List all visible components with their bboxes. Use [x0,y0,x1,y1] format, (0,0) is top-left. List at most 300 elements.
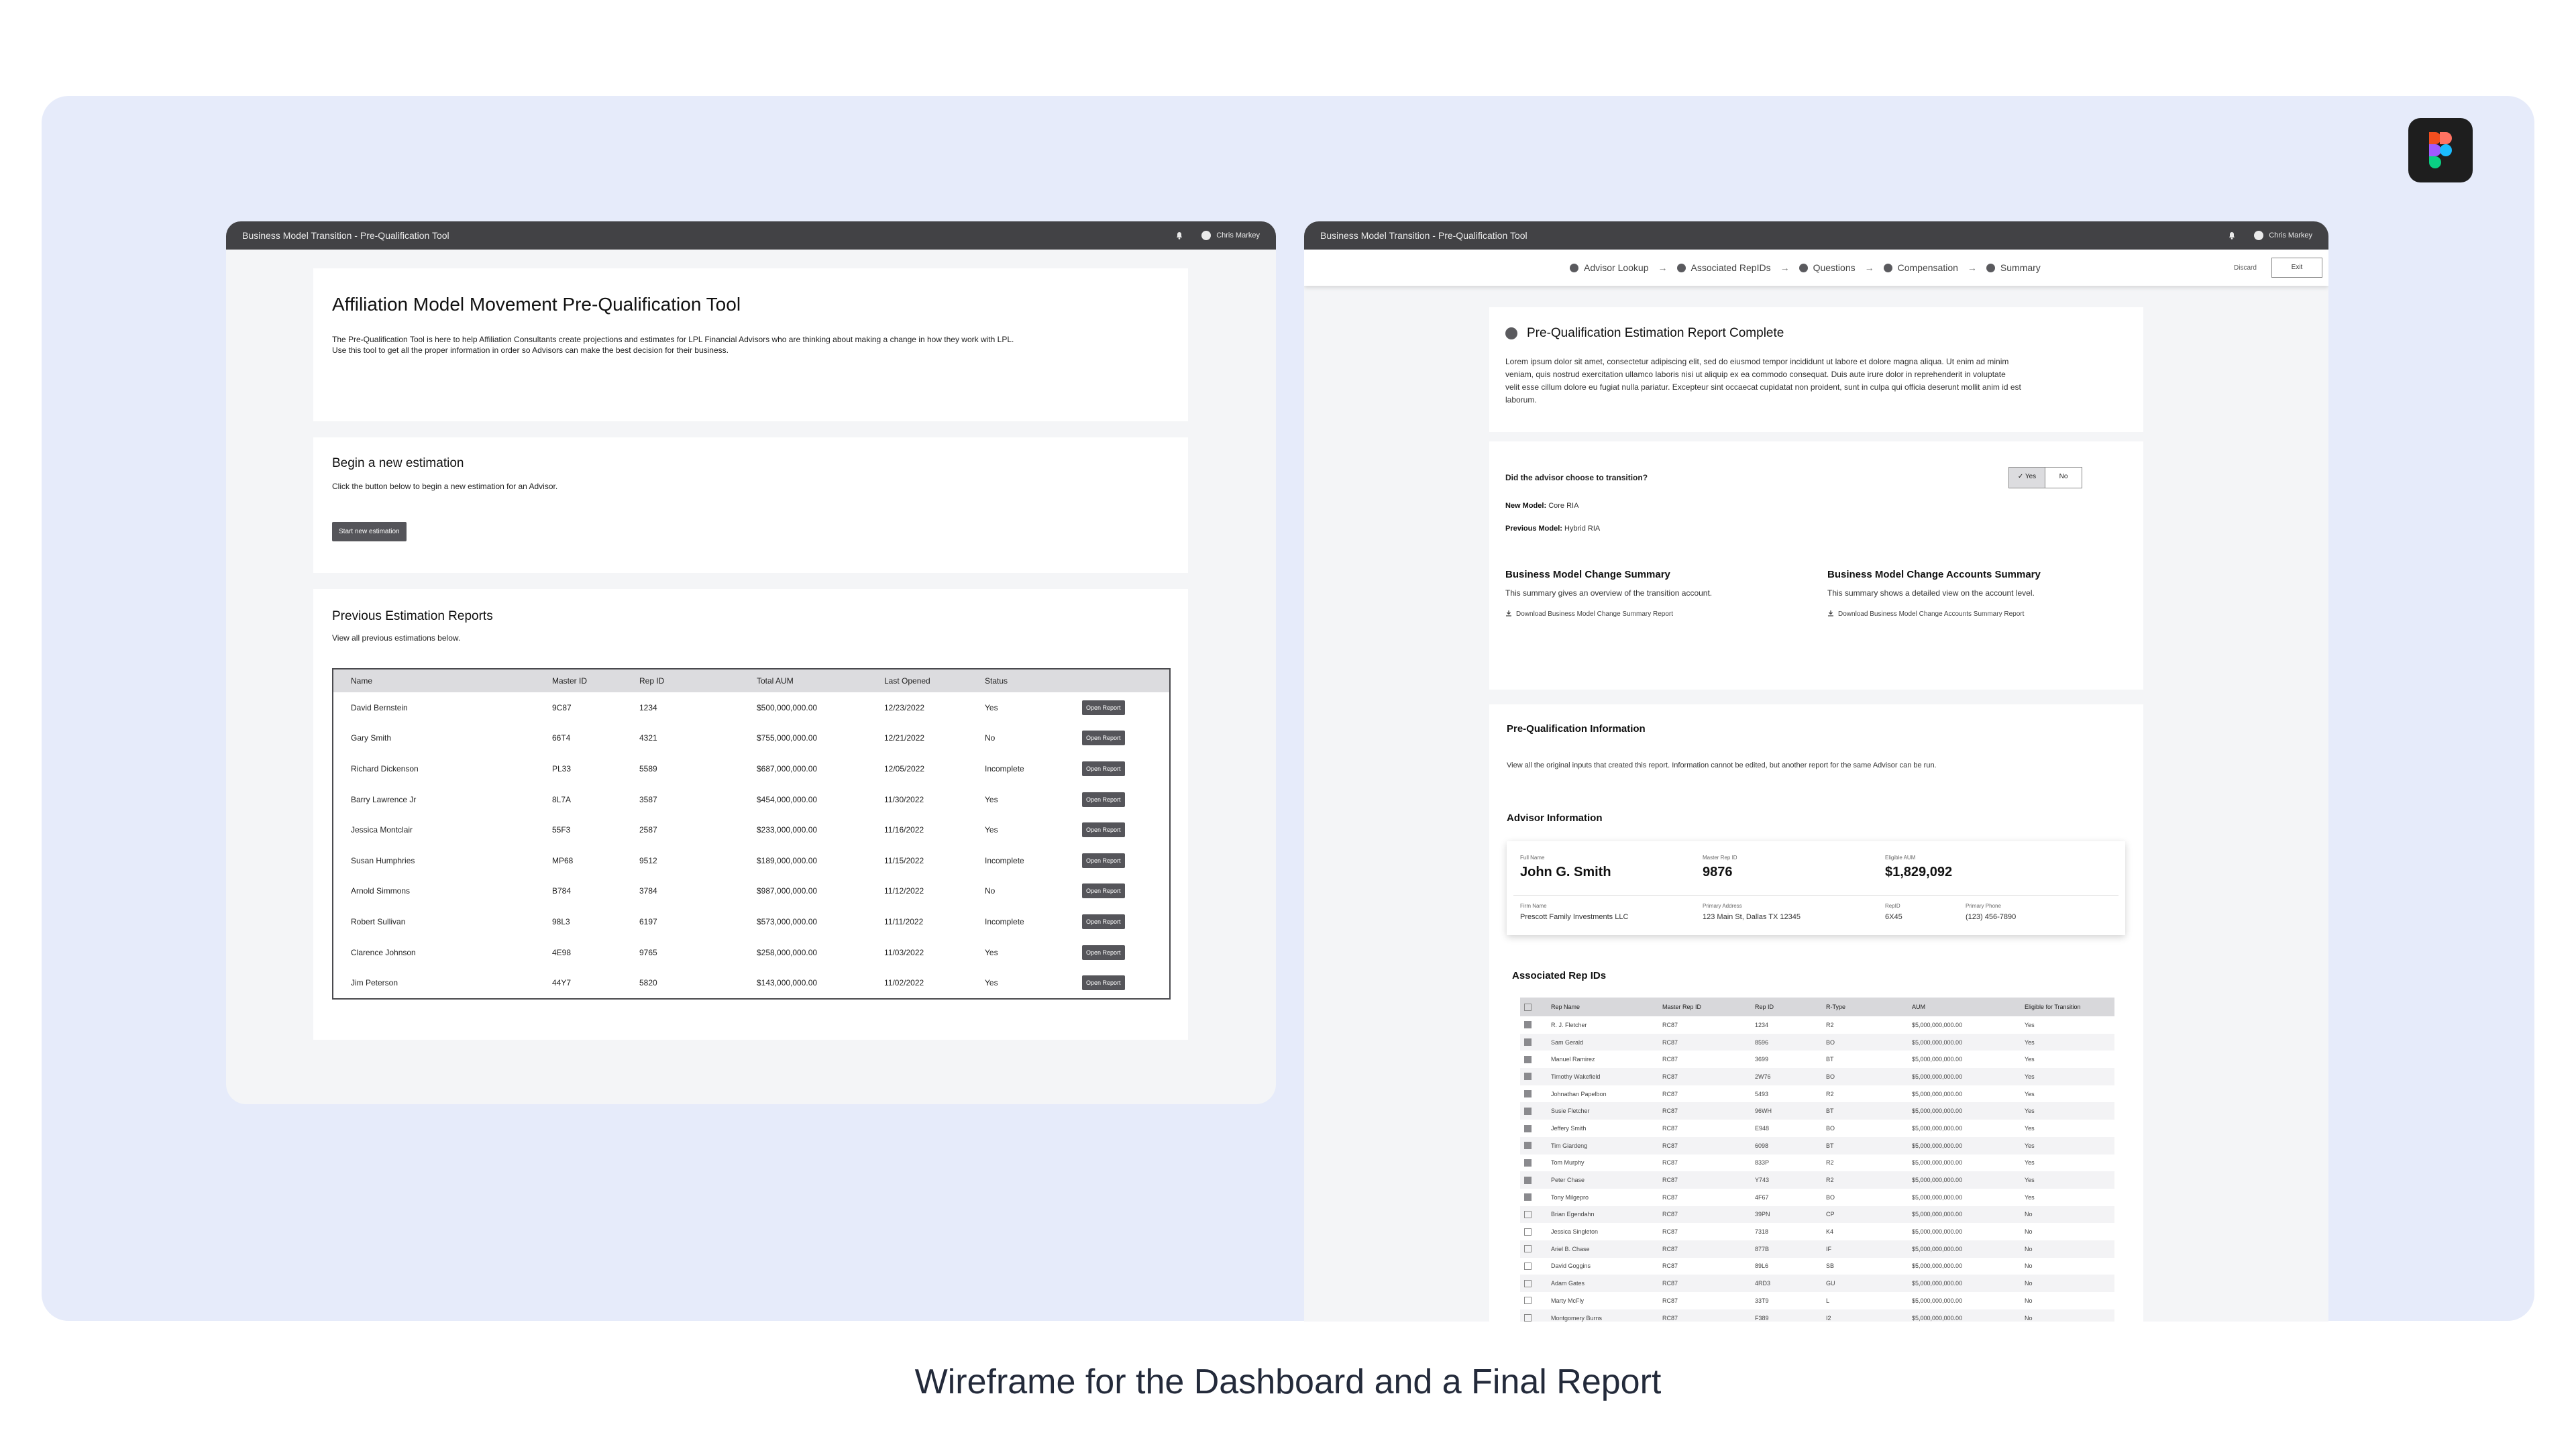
table-row [1520,1051,2114,1068]
checkbox-checked[interactable] [1524,1142,1532,1149]
cell-r-type: R2 [1826,1021,1834,1028]
figma-icon [2408,118,2473,182]
step-label: Questions [1813,262,1856,273]
cell-action [1065,753,1169,784]
checkbox-checked[interactable] [1524,1108,1532,1115]
checkbox-checked[interactable] [1524,1073,1532,1080]
dashboard-window [226,221,1276,1104]
cell-rep-name: Adam Gates [1547,1275,1658,1292]
cell-total-aum: $687,000,000.00 [757,763,818,773]
yes-no-toggle[interactable] [2008,467,2082,488]
previous-subtitle: View all previous estimations below. [332,633,461,643]
checkbox-cell[interactable] [1520,1240,1547,1258]
change-summary-section [1505,569,1767,619]
cell-status: Yes [985,825,998,835]
cell-eligible: Yes [2025,1124,2035,1132]
checkbox-cell[interactable] [1520,1292,1547,1309]
open-report-button[interactable]: Open Report [1082,792,1125,807]
step-label: Summary [2000,262,2041,273]
cell-aum: $5,000,000,000.00 [1908,1137,2021,1155]
cell-last-opened: 12/21/2022 [884,733,925,743]
download-icon [1827,610,1834,619]
select-all-cell[interactable] [1520,998,1547,1016]
cell-master-rep-id: RC87 [1658,1275,1751,1292]
checkbox-cell[interactable] [1520,1155,1547,1172]
col-rep-id: Rep ID [622,669,739,692]
cell-rep-id: 833P [1755,1159,1770,1167]
checkbox-cell[interactable] [1520,1309,1547,1322]
table-row [333,967,1169,998]
previous-model-label: Previous Model: [1505,525,1562,533]
cell-name: Robert Sullivan [351,916,406,926]
cell-aum: $5,000,000,000.00 [1912,1021,1963,1028]
cell-rep-id: 1234 [1755,1021,1769,1028]
cell-eligible: No [2025,1263,2033,1270]
cell-aum: $5,000,000,000.00 [1908,1068,2021,1085]
arrow-right-icon: → [1967,262,1977,273]
reports-table [333,669,1169,998]
cell-rep-id: 9512 [639,855,657,865]
cell-total-aum: $233,000,000.00 [757,825,818,835]
cell-last-opened: 11/15/2022 [884,855,924,865]
prequal-title: Pre-Qualification Information [1507,723,1646,735]
repid-field [1885,903,1902,921]
cell-master-id: PL33 [552,763,572,773]
open-report-button[interactable]: Open Report [1082,761,1125,776]
checkbox-cell[interactable] [1520,1206,1547,1224]
cell-last-opened: 11/16/2022 [884,825,924,835]
checkbox-cell[interactable] [1520,1223,1547,1240]
checkbox-checked[interactable] [1524,1159,1532,1167]
arrow-right-icon: → [1864,262,1874,273]
col-rep-name: Rep Name [1547,998,1658,1016]
cell-last-opened: 11/11/2022 [884,916,924,926]
dashboard-titlebar [226,221,1276,250]
cell-r-type: I2 [1822,1309,1908,1322]
cell-status: No [985,733,996,743]
checkbox-cell[interactable] [1520,1137,1547,1155]
new-model-row [1505,502,2127,510]
cell-eligible: Yes [2021,1068,2114,1085]
cell-rep-id: 6197 [639,916,657,926]
cell-rep-name: R. J. Fletcher [1551,1021,1587,1028]
cell-r-type: IF [1822,1240,1908,1258]
col-name: Name [333,669,535,692]
download-accounts-link[interactable] [1827,610,2089,619]
check-circle-icon [1986,264,1995,272]
previous-reports-card [313,589,1188,1040]
cell-last-opened: 11/30/2022 [884,794,924,804]
checkbox-cell[interactable] [1520,1102,1547,1120]
cell-eligible: No [2021,1240,2114,1258]
open-report-button[interactable]: Open Report [1082,914,1125,929]
user-menu[interactable] [1201,231,1260,240]
phone-field [1966,903,2016,921]
advisor-info-box [1507,841,2125,935]
reports-table-frame [332,668,1171,1000]
page-title: Affiliation Model Movement Pre-Qualification Tool [332,294,741,315]
cell-master-rep-id: RC87 [1658,1102,1751,1120]
table-row [1520,1034,2114,1051]
cell-r-type: BT [1822,1102,1908,1120]
cell-status: Yes [985,794,998,804]
bell-icon[interactable] [2227,231,2237,240]
step-advisor-lookup[interactable] [1570,262,1649,273]
change-summary-description: This summary gives an overview of the transition account. [1505,588,1713,598]
cell-master-rep-id: RC87 [1662,1228,1678,1236]
assoc-table-header [1520,998,2114,1016]
cell-r-type: L [1826,1297,1830,1304]
cell-last-opened: 12/23/2022 [884,702,925,712]
previous-model-row [1505,525,2127,533]
check-circle-icon [1884,264,1892,272]
step-label: Associated RepIDs [1690,262,1771,273]
user-menu[interactable] [2254,231,2312,240]
step-questions[interactable] [1799,262,1856,273]
cell-rep-id: 4RD3 [1751,1275,1822,1292]
table-row [1520,1189,2114,1206]
open-report-button[interactable]: Open Report [1082,883,1125,898]
cell-master-rep-id: RC87 [1662,1021,1678,1028]
accounts-summary-section [1827,569,2089,619]
cell-rep-name: Tom Murphy [1551,1159,1585,1167]
cell-total-aum: $454,000,000.00 [757,794,818,804]
transition-question: Did the advisor choose to transition? [1505,473,1648,482]
open-report-button[interactable]: Open Report [1082,822,1125,837]
cell-r-type: CP [1822,1206,1908,1224]
checkbox-checked[interactable] [1524,1193,1532,1201]
prequal-info-card [1489,704,2143,1322]
address-value: 123 Main St, Dallas TX 12345 [1703,913,1801,921]
advisor-info-title: Advisor Information [1507,812,1603,824]
checkbox-cell[interactable] [1520,1051,1547,1068]
user-name: Chris Markey [2269,231,2312,239]
cell-master-rep-id: RC87 [1658,1206,1751,1224]
download-summary-label: Download Business Model Change Summary Report [1516,610,1674,618]
divider [1513,895,2118,896]
exit-button[interactable]: Exit [2271,258,2322,278]
cell-last-opened: 11/12/2022 [884,886,924,896]
cell-rep-id: 39PN [1751,1206,1822,1224]
table-row [1520,1102,2114,1120]
table-row [1520,1292,2114,1309]
check-circle-icon [1799,264,1808,272]
open-report-button[interactable]: Open Report [1082,853,1125,868]
cell-r-type: R2 [1822,1171,1908,1189]
table-row [333,723,1169,754]
col-aum: AUM [1908,998,2021,1016]
checkbox-checked[interactable] [1524,1038,1532,1046]
cell-master-id: 9C87 [552,702,572,712]
cell-rep-id: 8596 [1751,1034,1822,1051]
table-row [1520,1068,2114,1085]
stepper-bar [1304,250,2328,286]
cell-rep-name: Tim Giardeng [1547,1137,1658,1155]
cell-r-type: BO [1822,1034,1908,1051]
checkbox-cell[interactable] [1520,1085,1547,1103]
cell-total-aum: $500,000,000.00 [757,702,818,712]
cell-total-aum: $755,000,000.00 [757,733,818,743]
checkbox[interactable] [1524,1245,1532,1252]
checkbox[interactable] [1524,1263,1532,1270]
checkbox-cell[interactable] [1520,1034,1547,1051]
cell-master-rep-id: RC87 [1662,1193,1678,1201]
cell-rep-id: 89L6 [1755,1263,1769,1270]
cell-total-aum: $573,000,000.00 [757,916,818,926]
col-master-id: Master ID [535,669,622,692]
complete-title: Pre-Qualification Estimation Report Complete [1527,326,1784,340]
firm-label: Firm Name [1520,903,1547,909]
cell-status: Yes [985,947,998,957]
cell-name: Gary Smith [351,733,392,743]
intro-card [313,268,1188,421]
cell-rep-id: 1234 [639,702,657,712]
cell-r-type: BO [1826,1124,1835,1132]
discard-link[interactable]: Discard [2234,264,2257,272]
checkbox-cell[interactable] [1520,1068,1547,1085]
cell-rep-name: Tony Milgepro [1551,1193,1589,1201]
cell-rep-name: Montgomery Burns [1547,1309,1658,1322]
cell-last-opened: 12/05/2022 [884,763,925,773]
begin-estimation-card [313,437,1188,573]
cell-name: Jim Peterson [351,978,398,988]
checkbox[interactable] [1524,1228,1532,1236]
cell-r-type: BT [1826,1056,1834,1063]
full-name-field [1520,855,1611,880]
cell-rep-id: E948 [1755,1124,1770,1132]
reports-table-header [333,669,1169,692]
step-summary[interactable] [1986,262,2041,273]
cell-rep-id: 33T9 [1755,1297,1769,1304]
cell-master-rep-id: RC87 [1662,1124,1678,1132]
cell-rep-id: 877B [1751,1240,1822,1258]
repid-label: RepID [1885,903,1900,909]
address-field [1703,903,1801,921]
table-row [333,692,1169,723]
report-titlebar [1304,221,2328,250]
cell-rep-name: Jeffery Smith [1551,1124,1587,1132]
start-new-estimation-button[interactable]: Start new estimation [332,522,407,541]
open-report-button[interactable]: Open Report [1082,945,1125,960]
new-model-label: New Model: [1505,502,1547,510]
table-row [333,784,1169,815]
cell-rep-id: 7318 [1755,1228,1769,1236]
checkbox-cell[interactable] [1520,1016,1547,1034]
master-rep-field [1703,855,1737,880]
cell-name: David Bernstein [351,702,408,712]
table-row [1520,1240,2114,1258]
step-label: Advisor Lookup [1584,262,1649,273]
cell-rep-id: 5820 [639,978,657,988]
slide-caption: Wireframe for the Dashboard and a Final Report [914,1362,1662,1401]
phone-value: (123) 456-7890 [1966,913,2017,921]
cell-name: Susan Humphries [351,855,415,865]
cell-aum: $5,000,000,000.00 [1912,1090,1963,1097]
checkbox[interactable] [1524,1297,1532,1304]
table-row [333,876,1169,907]
step-compensation[interactable] [1884,262,1958,273]
table-row [1520,1137,2114,1155]
cell-total-aum: $258,000,000.00 [757,947,818,957]
transition-card [1489,441,2143,690]
checkbox[interactable] [1524,1004,1532,1011]
checkbox-cell[interactable] [1520,1120,1547,1137]
cell-master-rep-id: RC87 [1658,1137,1751,1155]
checkbox-checked[interactable] [1524,1021,1532,1028]
cell-master-rep-id: RC87 [1658,1171,1751,1189]
cell-eligible: Yes [2021,1137,2114,1155]
col-rep-id: Rep ID [1751,998,1822,1016]
avatar [1201,231,1211,240]
checkbox-cell[interactable] [1520,1171,1547,1189]
cell-name: Richard Dickenson [351,763,419,773]
cell-total-aum: $143,000,000.00 [757,978,818,988]
step-associated-repids[interactable] [1677,262,1771,273]
cell-action [1065,876,1169,907]
cell-aum: $5,000,000,000.00 [1908,1102,2021,1120]
app-title: Business Model Transition - Pre-Qualification Tool [1320,230,1527,241]
cell-master-rep-id: RC87 [1658,1034,1751,1051]
cell-eligible: No [2021,1309,2114,1322]
cell-master-id: 8L7A [552,794,572,804]
cell-eligible: No [2021,1275,2114,1292]
cell-total-aum: $189,000,000.00 [757,855,818,865]
cell-aum: $5,000,000,000.00 [1912,1056,1963,1063]
associated-repids-title: Associated Rep IDs [1512,970,1607,981]
eligible-aum-label: Eligible AUM [1885,855,1916,861]
yes-option[interactable]: ✓ Yes [2009,468,2045,488]
checkbox-checked[interactable] [1524,1177,1532,1184]
cell-rep-id: Y743 [1751,1171,1822,1189]
open-report-button[interactable]: Open Report [1082,700,1125,715]
cell-action [1065,967,1169,998]
cell-rep-name: Peter Chase [1547,1171,1658,1189]
cell-aum: $5,000,000,000.00 [1912,1124,1963,1132]
cell-action [1065,784,1169,815]
table-row [1520,1120,2114,1137]
col-eligible: Eligible for Transition [2021,998,2114,1016]
table-row [1520,1085,2114,1103]
cell-name: Barry Lawrence Jr [351,794,417,804]
cell-eligible: No [2025,1297,2033,1304]
open-report-button[interactable]: Open Report [1082,975,1125,990]
table-row [1520,1171,2114,1189]
master-rep-label: Master Rep ID [1703,855,1737,861]
arrow-right-icon: → [1780,262,1790,273]
table-row [1520,1309,2114,1322]
checkbox[interactable] [1524,1211,1532,1218]
no-option[interactable]: No [2059,473,2068,480]
cell-r-type: BT [1822,1137,1908,1155]
col-r-type: R-Type [1822,998,1908,1016]
eligible-aum-field [1885,855,1952,880]
check-circle-icon [1677,264,1686,272]
checkbox-cell[interactable] [1520,1258,1547,1275]
begin-title: Begin a new estimation [332,456,464,470]
cell-action [1065,692,1169,723]
user-name: Chris Markey [1216,231,1260,239]
cell-rep-id: 4321 [639,733,657,743]
check-circle-icon [1570,264,1578,272]
phone-label: Primary Phone [1966,903,2001,909]
check-circle-icon [1505,327,1517,339]
cell-master-rep-id: RC87 [1658,1309,1751,1322]
cell-status: Yes [985,702,998,712]
cell-master-rep-id: RC87 [1658,1240,1751,1258]
cell-rep-id: 2W76 [1751,1068,1822,1085]
table-row [1520,1206,2114,1224]
change-summary-title: Business Model Change Summary [1505,569,1670,580]
step-label: Compensation [1897,262,1958,273]
checkbox-cell[interactable] [1520,1275,1547,1292]
col-last-opened: Last Opened [867,669,967,692]
cell-rep-id: 3587 [639,794,657,804]
cell-eligible: No [2025,1228,2033,1236]
col-total-aum: Total AUM [739,669,867,692]
table-row [333,937,1169,968]
cell-rep-id: 6098 [1751,1137,1822,1155]
cell-eligible: Yes [2025,1021,2035,1028]
cell-eligible: Yes [2025,1159,2035,1167]
bell-icon[interactable] [1175,231,1184,240]
cell-rep-name: Marty McFly [1551,1297,1584,1304]
open-report-button[interactable]: Open Report [1082,731,1125,745]
cell-status: Incomplete [985,855,1024,865]
cell-master-id: MP68 [552,855,574,865]
cell-r-type: BO [1826,1193,1835,1201]
cell-rep-id: 5493 [1755,1090,1769,1097]
cell-rep-name: Manuel Ramirez [1551,1056,1595,1063]
cell-eligible: Yes [2021,1034,2114,1051]
checkbox[interactable] [1524,1280,1532,1287]
cell-action [1065,723,1169,754]
cell-rep-name: Brian Egendahn [1547,1206,1658,1224]
progress-stepper [1570,250,2041,286]
table-row [1520,1016,2114,1034]
cell-rep-name: Ariel B. Chase [1547,1240,1658,1258]
checkbox-checked[interactable] [1524,1125,1532,1132]
cell-status: Yes [985,978,998,988]
cell-last-opened: 11/02/2022 [884,978,924,988]
checkbox-checked[interactable] [1524,1090,1532,1097]
table-row [1520,1223,2114,1240]
checkbox-checked[interactable] [1524,1056,1532,1063]
eligible-aum-value: $1,829,092 [1885,865,1953,879]
cell-rep-id: 2587 [639,825,657,835]
cell-rep-id: F389 [1751,1309,1822,1322]
cell-rep-name: Susie Fletcher [1547,1102,1658,1120]
cell-aum: $5,000,000,000.00 [1908,1240,2021,1258]
master-rep-value: 9876 [1703,865,1733,879]
cell-eligible: No [2021,1206,2114,1224]
cell-name: Jessica Montclair [351,825,413,835]
address-label: Primary Address [1703,903,1742,909]
cell-r-type: BO [1822,1068,1908,1085]
yes-label: Yes [2025,473,2037,480]
cell-action [1065,937,1169,968]
checkbox-cell[interactable] [1520,1189,1547,1206]
previous-title: Previous Estimation Reports [332,609,493,623]
intro-description: The Pre-Qualification Tool is here to help Affiliation Consultants create projections and estimates for LPL Financial Advisors who are thinking about making a change in how they work with LPL. Use this tool to get all the proper information in order so Advisors can make the best decision for their business. [332,335,1014,355]
cell-aum: $5,000,000,000.00 [1908,1275,2021,1292]
checkbox[interactable] [1524,1314,1532,1322]
cell-r-type: K4 [1826,1228,1834,1236]
download-summary-link[interactable] [1505,610,1767,619]
cell-r-type: GU [1822,1275,1908,1292]
cell-eligible: Yes [2025,1193,2035,1201]
cell-rep-id: 3784 [639,886,657,896]
cell-master-id: 55F3 [552,825,571,835]
